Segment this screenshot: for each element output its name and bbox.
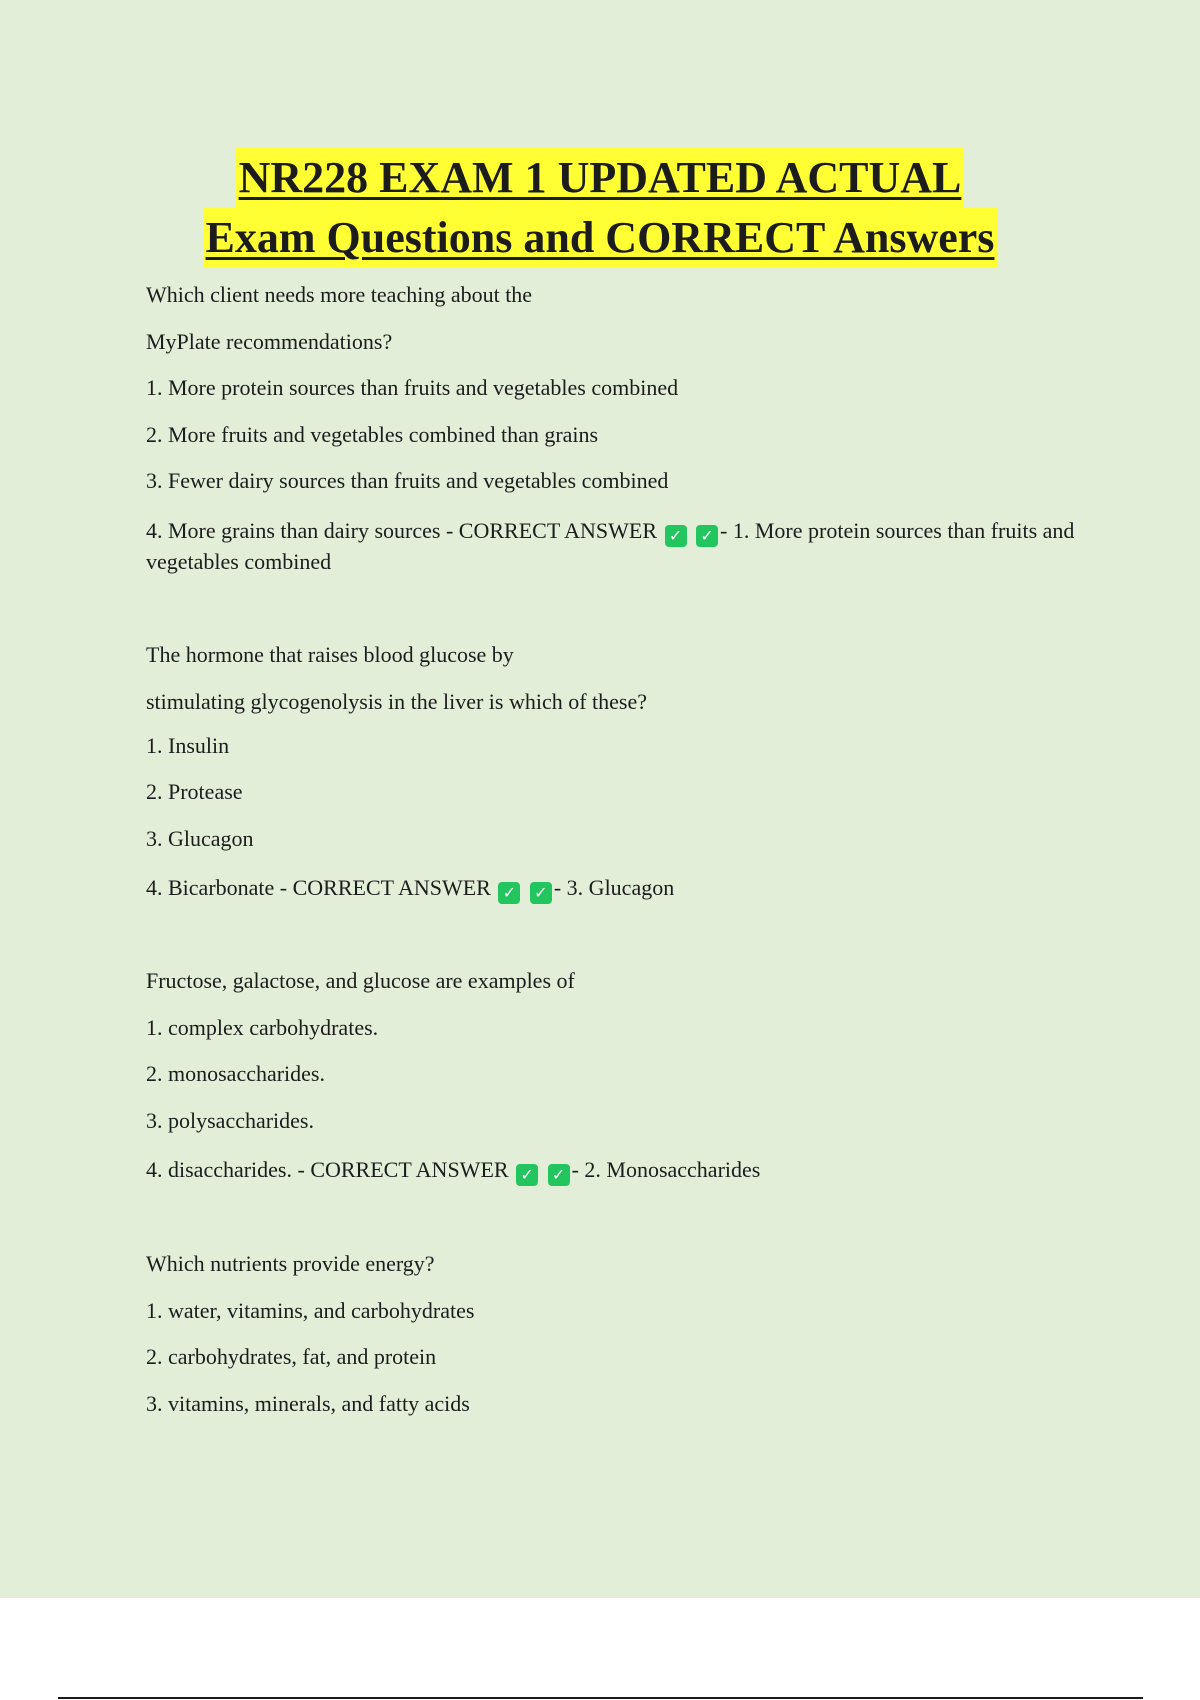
question-1-option-4-answer bbox=[146, 516, 1076, 577]
question-4-option-2: 2. carbohydrates, fat, and protein bbox=[146, 1344, 437, 1369]
question-3-option-3: 3. polysaccharides. bbox=[146, 1108, 314, 1133]
question-1-option-4: 4. More grains than dairy sources - CORRECT ANSWER bbox=[146, 518, 658, 543]
question-3-option-2: 2. monosaccharides. bbox=[146, 1061, 325, 1086]
question-1-answer: - 1. More protein sources than fruits and vegetables combined bbox=[146, 518, 1075, 574]
question-3-option-4-answer bbox=[146, 1155, 760, 1186]
check-box-icon: ✓ bbox=[696, 525, 718, 547]
check-box-icon: ✓ bbox=[516, 1164, 538, 1186]
title-line-1: NR228 EXAM 1 UPDATED ACTUAL bbox=[236, 148, 965, 208]
question-2-stem-line-2: stimulating glycogenolysis in the liver is which of these? bbox=[146, 689, 648, 714]
question-4-option-1: 1. water, vitamins, and carbohydrates bbox=[146, 1298, 475, 1323]
document-title bbox=[0, 148, 1200, 268]
question-2-answer: - 3. Glucagon bbox=[553, 875, 675, 900]
question-4-stem: Which nutrients provide energy? bbox=[146, 1251, 435, 1276]
question-4-option-3: 3. vitamins, minerals, and fatty acids bbox=[146, 1391, 470, 1416]
check-box-icon: ✓ bbox=[498, 882, 520, 904]
question-1-stem-line-2: MyPlate recommendations? bbox=[146, 329, 393, 354]
question-1-option-3: 3. Fewer dairy sources than fruits and vegetables combined bbox=[146, 468, 669, 493]
check-box-icon: ✓ bbox=[548, 1164, 570, 1186]
question-3-option-4: 4. disaccharides. - CORRECT ANSWER bbox=[146, 1157, 509, 1182]
question-3-option-1: 1. complex carbohydrates. bbox=[146, 1015, 379, 1040]
footer-divider bbox=[58, 1697, 1143, 1699]
question-2-option-4-answer bbox=[146, 873, 674, 904]
check-box-icon: ✓ bbox=[530, 882, 552, 904]
question-3-answer: - 2. Monosaccharides bbox=[571, 1157, 761, 1182]
question-2-option-1: 1. Insulin bbox=[146, 733, 230, 758]
question-2-option-2: 2. Protease bbox=[146, 779, 243, 804]
question-2-stem-line-1: The hormone that raises blood glucose by bbox=[146, 642, 514, 667]
question-1-option-1: 1. More protein sources than fruits and vegetables combined bbox=[146, 375, 679, 400]
question-2-option-4: 4. Bicarbonate - CORRECT ANSWER bbox=[146, 875, 491, 900]
title-line-2: Exam Questions and CORRECT Answers bbox=[203, 208, 998, 268]
question-2-option-3: 3. Glucagon bbox=[146, 826, 254, 851]
question-1-stem-line-1: Which client needs more teaching about the bbox=[146, 282, 533, 307]
check-box-icon: ✓ bbox=[665, 525, 687, 547]
question-1-option-2: 2. More fruits and vegetables combined than grains bbox=[146, 422, 599, 447]
question-3-stem: Fructose, galactose, and glucose are examples of bbox=[146, 968, 575, 993]
